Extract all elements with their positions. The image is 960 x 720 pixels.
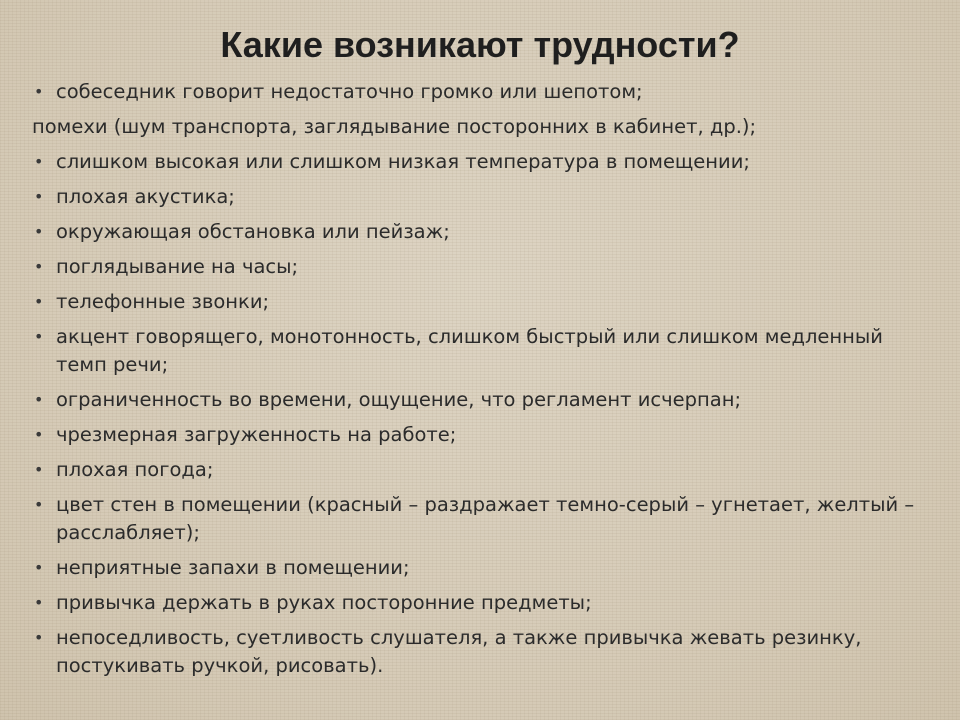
slide-title: Какие возникают трудности? — [220, 24, 740, 65]
bullet-icon: • — [34, 292, 44, 311]
bullet-icon: • — [34, 152, 44, 171]
list-item — [32, 288, 932, 316]
bullet-icon: • — [34, 390, 44, 409]
list-item — [32, 148, 932, 176]
difficulties-list — [32, 78, 932, 687]
list-item-text: привычка держать в руках посторонние предметы; — [56, 591, 592, 614]
list-item-text: неприятные запахи в помещении; — [56, 556, 410, 579]
list-item-text: акцент говорящего, монотонность, слишком быстрый или слишком медленный темп речи; — [56, 325, 883, 376]
list-item — [32, 78, 932, 106]
list-item — [32, 624, 932, 680]
list-item — [32, 113, 932, 141]
list-item-text: помехи (шум транспорта, заглядывание посторонних в кабинет, др.); — [32, 115, 757, 138]
list-item-text: плохая акустика; — [56, 185, 235, 208]
bullet-icon: • — [34, 425, 44, 444]
bullet-icon: • — [34, 558, 44, 577]
list-item — [32, 456, 932, 484]
bullet-icon: • — [34, 327, 44, 346]
list-item — [32, 554, 932, 582]
list-item-text: телефонные звонки; — [56, 290, 270, 313]
list-item-text: поглядывание на часы; — [56, 255, 299, 278]
bullet-icon: • — [34, 628, 44, 647]
bullet-icon: • — [34, 222, 44, 241]
bullet-icon: • — [34, 187, 44, 206]
bullet-icon: • — [34, 495, 44, 514]
list-item — [32, 589, 932, 617]
list-item-text: собеседник говорит недостаточно громко или шепотом; — [56, 80, 643, 103]
list-item — [32, 323, 932, 379]
bullet-icon: • — [34, 82, 44, 101]
list-item — [32, 218, 932, 246]
list-item — [32, 491, 932, 547]
list-item-text: плохая погода; — [56, 458, 214, 481]
list-item — [32, 386, 932, 414]
list-item-text: ограниченность во времени, ощущение, что регламент исчерпан; — [56, 388, 742, 411]
list-item-text: чрезмерная загруженность на работе; — [56, 423, 457, 446]
list-item-text: слишком высокая или слишком низкая температура в помещении; — [56, 150, 750, 173]
bullet-icon: • — [34, 460, 44, 479]
list-item — [32, 253, 932, 281]
list-item-text: цвет стен в помещении (красный – раздражает темно-серый – угнетает, желтый – расслабляет); — [56, 493, 915, 544]
list-item — [32, 421, 932, 449]
bullet-icon: • — [34, 257, 44, 276]
list-item — [32, 183, 932, 211]
bullet-icon: • — [34, 593, 44, 612]
list-item-text: непоседливость, суетливость слушателя, а также привычка жевать резинку, постукивать ручкой, рисовать). — [56, 626, 862, 677]
list-item-text: окружающая обстановка или пейзаж; — [56, 220, 450, 243]
